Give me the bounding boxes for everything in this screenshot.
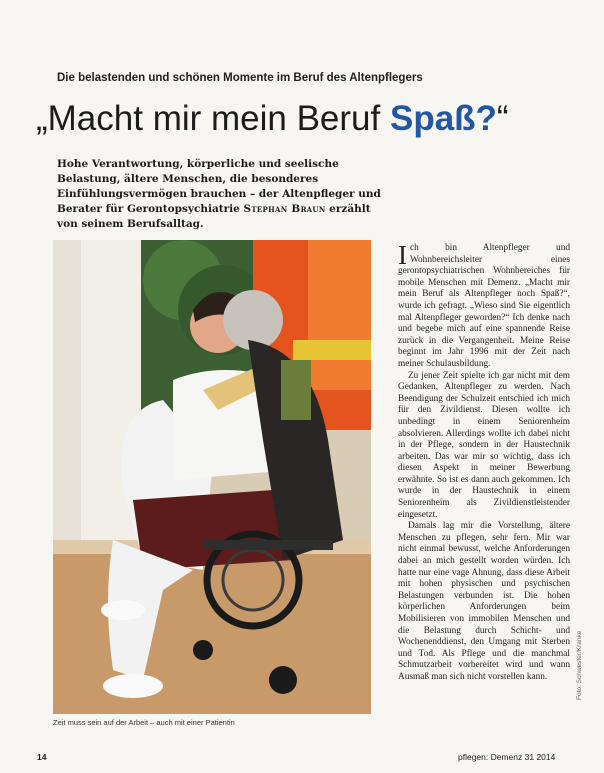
lead-end: erzählt von seinem Berufsalltag. <box>57 203 371 230</box>
paragraph-1-text: ch bin Altenpfleger und Wohnbereichsleiter eines gerontopsychiatrischen Wohnbereiches für mobile Menschen mit Demenz. „Macht mir mein Beruf als Altenpfleger noch Spaß?“, wurde ich gefragt. „Wieso sind Sie eigentlich mal Altenpfleger geworden?“ Ich denke nach und begebe mich auf eine spannende Reise zurück in die Vergangenheit. Meine Reise beginnt im Jahr 1996 mit der Zeit nach meiner Schulausbildung. <box>398 243 570 369</box>
article-body <box>398 240 570 684</box>
article-headline <box>36 97 596 141</box>
drop-cap: I <box>398 240 407 270</box>
page-number: 14 <box>37 752 47 762</box>
photo-caption: Zeit muss sein auf der Arbeit – auch mit einer Patientin <box>53 718 235 727</box>
article-kicker: Die belastenden und schönen Momente im Beruf des Altenpflegers <box>57 72 423 84</box>
photo-credit: Foto: Schwester/Kranke <box>576 630 583 700</box>
magazine-issue: pflegen: Demenz 31 2014 <box>458 752 556 762</box>
article-photo <box>53 240 371 714</box>
article-lead <box>57 157 387 232</box>
headline-close-quote: “ <box>496 99 509 138</box>
headline-accent: Spaß? <box>389 99 497 138</box>
body-paragraph: Zu jener Zeit spielte ich gar nicht mit dem Gedanken, Altenpfleger zu werden. Nach Beendigung der Schulzeit entschied ich mich für den Zivildienst. Diesen wollte ich unbedingt in einem Seniorenheim absolvieren. Allerdings wollte ich dabei nicht in der Pflege, sondern in der Haustechnik arbeiten. Das war mir so wichtig, dass ich diesen Aspekt in meiner Bewerbung erwähnte. So ist es dann auch gekommen. Ich wurde in der Haustechnik in einem Seniorenheim als Zivildienstleistender eingesetzt. <box>398 370 570 520</box>
body-paragraph: Damals lag mir die Vorstellung, ältere Menschen zu pflegen, sehr fern. Mir war nicht einmal bewusst, welche Anforderungen dabei an mich gestellt worden würden. Ich hatte nur eine vage Ahnung, dass diese Arbeit mit hohen physischen und psychischen Belastungen verbunden ist. Die hohen körperlichen Anforderungen beim Mobilisieren von immobilen Menschen und die Belastung durch Schicht- und Wochenenddienst, den Umgang mit Sterben und Tod. Als Pflege und die manchmal Schmutzarbeit vorbereitet wird und wann Ausmaß man sich nicht vorstellen kann. <box>398 521 570 682</box>
lead-author: Stephan Braun <box>243 203 326 215</box>
body-paragraph <box>398 240 570 371</box>
lead-text: Hohe Verantwortung, körperliche und seelische Belastung, ältere Menschen, die besonderes Einfühlungsvermögen brauchen – der Altenpfleger und Berater für Gerontopsychiatrie <box>57 158 381 215</box>
headline-main: „Macht mir mein Beruf <box>36 99 390 138</box>
